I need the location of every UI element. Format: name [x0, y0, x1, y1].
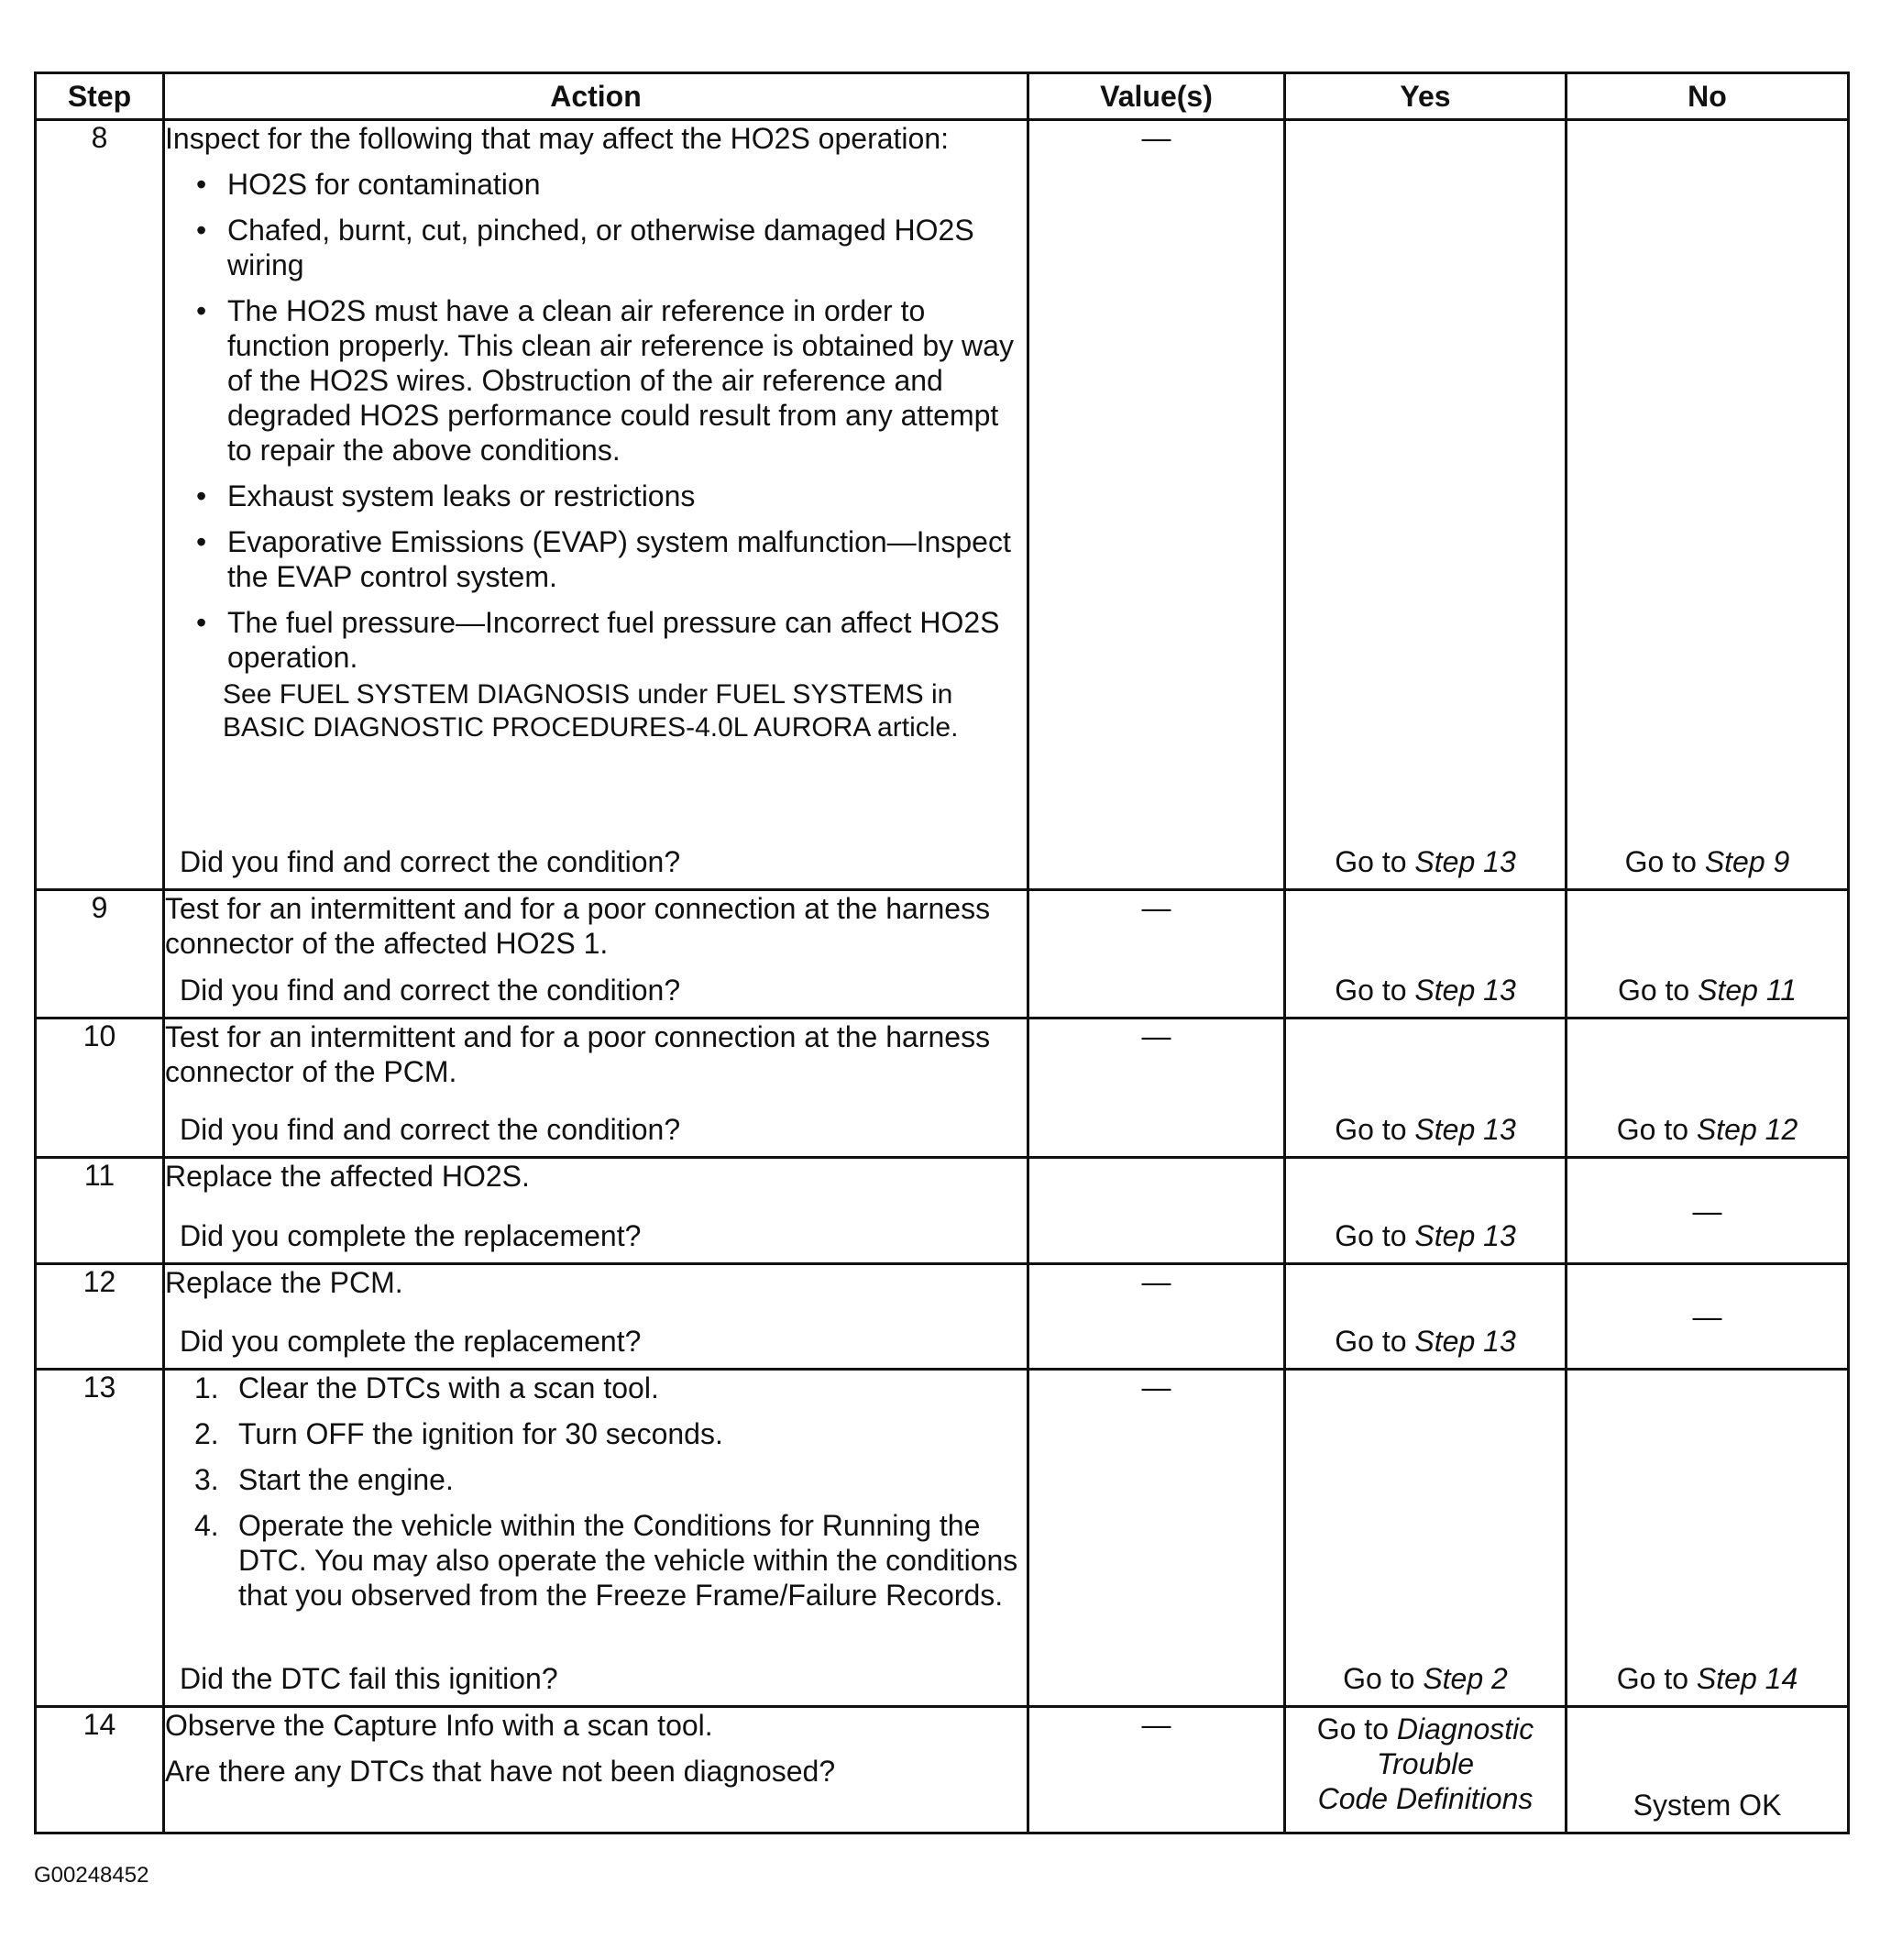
yes-cell: [1285, 1264, 1567, 1370]
step-number: 10: [36, 1019, 164, 1158]
definitions-link[interactable]: Diagnostic: [1396, 1712, 1534, 1745]
value-cell: —: [1028, 1264, 1285, 1370]
header-action: Action: [164, 73, 1028, 120]
no-outcome: [1567, 973, 1847, 1008]
value-cell: —: [1028, 1019, 1285, 1158]
definitions-link[interactable]: Code Definitions: [1317, 1782, 1534, 1815]
action-text: Replace the PCM.: [165, 1266, 403, 1299]
goto-text: Go to: [1335, 1325, 1407, 1358]
step-link[interactable]: Step 13: [1414, 845, 1516, 878]
no-cell: [1567, 1019, 1849, 1158]
yes-cell: [1285, 1019, 1567, 1158]
item-text: Start the engine.: [238, 1463, 454, 1496]
diagnostic-table: [34, 72, 1850, 1834]
no-cell: [1567, 120, 1849, 890]
step-number: 12: [36, 1264, 164, 1370]
value-cell: —: [1028, 1370, 1285, 1707]
step-link[interactable]: Step 13: [1414, 1325, 1516, 1358]
no-outcome: —: [1692, 1194, 1722, 1228]
step-link[interactable]: Step 11: [1698, 974, 1798, 1007]
list-item: • Evaporative Emissions (EVAP) system malfunction—Inspect the EVAP control system.: [227, 524, 1027, 594]
no-outcome: [1567, 1112, 1847, 1147]
yes-cell: [1285, 1158, 1567, 1264]
item-number: 3.: [194, 1463, 219, 1496]
goto-text: Go to: [1335, 1113, 1407, 1146]
table-row-step-9: [36, 890, 1849, 1019]
table-row-step-11: [36, 1158, 1849, 1264]
list-item: [194, 1416, 1027, 1451]
step-link[interactable]: Step 9: [1704, 845, 1790, 878]
list-item: [194, 1371, 1027, 1405]
table-row-step-14: [36, 1707, 1849, 1833]
item-text: Turn OFF the ignition for 30 seconds.: [238, 1417, 723, 1450]
action-cell: [164, 1264, 1028, 1370]
no-cell: [1567, 1264, 1849, 1370]
item-number: 2.: [194, 1417, 219, 1450]
action-intro: Inspect for the following that may affect the HO2S operation:: [165, 122, 949, 155]
header-values: Value(s): [1028, 73, 1285, 120]
step-number: 8: [36, 120, 164, 890]
definitions-link[interactable]: Trouble: [1376, 1747, 1475, 1780]
goto-text: Go to: [1343, 1662, 1415, 1695]
list-item: • The fuel pressure—Incorrect fuel pressure can affect HO2S operation.: [227, 605, 1027, 675]
list-item: [194, 1462, 1027, 1497]
action-cell: [164, 1707, 1028, 1833]
yes-outcome: [1286, 1218, 1565, 1253]
step-number: 13: [36, 1370, 164, 1707]
yes-outcome: [1286, 1661, 1565, 1696]
action-question: Did the DTC fail this ignition?: [180, 1662, 558, 1695]
yes-cell: [1285, 1707, 1567, 1833]
yes-outcome: [1286, 1712, 1565, 1816]
list-item: • Exhaust system leaks or restrictions: [227, 479, 1027, 513]
action-cell: [164, 890, 1028, 1019]
action-text: Test for an intermittent and for a poor connection at the harness connector of the PCM.: [165, 1020, 991, 1088]
action-cell: [164, 1019, 1028, 1158]
step-number: 14: [36, 1707, 164, 1833]
yes-outcome: [1286, 1112, 1565, 1147]
action-text: Observe the Capture Info with a scan tool.: [165, 1709, 713, 1742]
no-cell: [1567, 1707, 1849, 1833]
item-number: 1.: [194, 1371, 219, 1404]
no-outcome: [1567, 844, 1847, 879]
table-row-step-8: [36, 120, 1849, 890]
step-link[interactable]: Step 13: [1414, 974, 1516, 1007]
action-question: Did you find and correct the condition?: [180, 974, 681, 1007]
action-question: Did you complete the replacement?: [180, 1219, 642, 1252]
table-header-row: [36, 73, 1849, 120]
no-cell: [1567, 1158, 1849, 1264]
diagnostic-table-sheet: [34, 72, 1850, 1834]
reference-note: See FUEL SYSTEM DIAGNOSIS under FUEL SYSTEMS in BASIC DIAGNOSTIC PROCEDURES-4.0L AURORA article.: [223, 679, 959, 743]
step-number: 9: [36, 890, 164, 1019]
action-question: Did you find and correct the condition?: [180, 845, 681, 878]
list-item: [194, 1508, 1027, 1613]
yes-cell: [1285, 1370, 1567, 1707]
item-number: 4.: [194, 1509, 219, 1542]
value-cell: —: [1028, 890, 1285, 1019]
goto-text: Go to: [1335, 974, 1407, 1007]
step-number: 11: [36, 1158, 164, 1264]
action-cell: [164, 1370, 1028, 1707]
step-link[interactable]: Step 14: [1696, 1662, 1798, 1695]
list-item: • HO2S for contamination: [227, 167, 1027, 202]
yes-cell: [1285, 890, 1567, 1019]
action-text: Replace the affected HO2S.: [165, 1160, 530, 1193]
goto-text: Go to: [1624, 845, 1697, 878]
goto-text: Go to: [1335, 845, 1407, 878]
goto-text: Go to: [1316, 1712, 1389, 1745]
no-outcome: [1567, 1661, 1847, 1696]
step-link[interactable]: Step 13: [1414, 1113, 1516, 1146]
no-outcome: —: [1692, 1300, 1722, 1333]
table-row-step-13: [36, 1370, 1849, 1707]
goto-text: Go to: [1335, 1219, 1407, 1252]
action-cell: [164, 120, 1028, 890]
figure-id: G00248452: [34, 1863, 149, 1888]
header-yes: Yes: [1285, 73, 1567, 120]
item-text: Operate the vehicle within the Conditions for Running the DTC. You may also operate the vehicle within the conditions that you observed from the Freeze Frame/Failure Records.: [238, 1509, 1018, 1612]
action-cell: [164, 1158, 1028, 1264]
no-cell: [1567, 1370, 1849, 1707]
no-cell: [1567, 890, 1849, 1019]
goto-text: Go to: [1617, 974, 1690, 1007]
header-no: No: [1567, 73, 1849, 120]
item-text: Clear the DTCs with a scan tool.: [238, 1371, 659, 1404]
yes-cell: [1285, 120, 1567, 890]
action-text: Test for an intermittent and for a poor connection at the harness connector of the affected HO2S 1.: [165, 892, 991, 960]
step-link[interactable]: Step 2: [1423, 1662, 1508, 1695]
list-item: • The HO2S must have a clean air reference in order to function properly. This clean air reference is obtained by way of the HO2S wires. Obstruction of the air reference and degraded HO2S performance could result from any attempt to repair the above conditions.: [227, 293, 1027, 468]
action-question: Are there any DTCs that have not been diagnosed?: [165, 1755, 836, 1788]
action-question: Did you find and correct the condition?: [180, 1113, 681, 1146]
inspection-list: [165, 167, 1027, 675]
table-row-step-10: [36, 1019, 1849, 1158]
action-question: Did you complete the replacement?: [180, 1325, 642, 1358]
procedure-list: [165, 1371, 1027, 1613]
yes-outcome: [1286, 844, 1565, 879]
yes-outcome: [1286, 973, 1565, 1008]
step-link[interactable]: Step 13: [1414, 1219, 1516, 1252]
goto-text: Go to: [1616, 1662, 1689, 1695]
table-row-step-12: [36, 1264, 1849, 1370]
value-cell: —: [1028, 120, 1285, 890]
header-step: Step: [36, 73, 164, 120]
value-cell: —: [1028, 1707, 1285, 1833]
goto-text: Go to: [1616, 1113, 1689, 1146]
list-item: • Chafed, burnt, cut, pinched, or otherwise damaged HO2S wiring: [227, 213, 1027, 282]
no-outcome: System OK: [1633, 1789, 1782, 1822]
yes-outcome: [1286, 1324, 1565, 1359]
value-cell: [1028, 1158, 1285, 1264]
step-link[interactable]: Step 12: [1696, 1113, 1798, 1146]
